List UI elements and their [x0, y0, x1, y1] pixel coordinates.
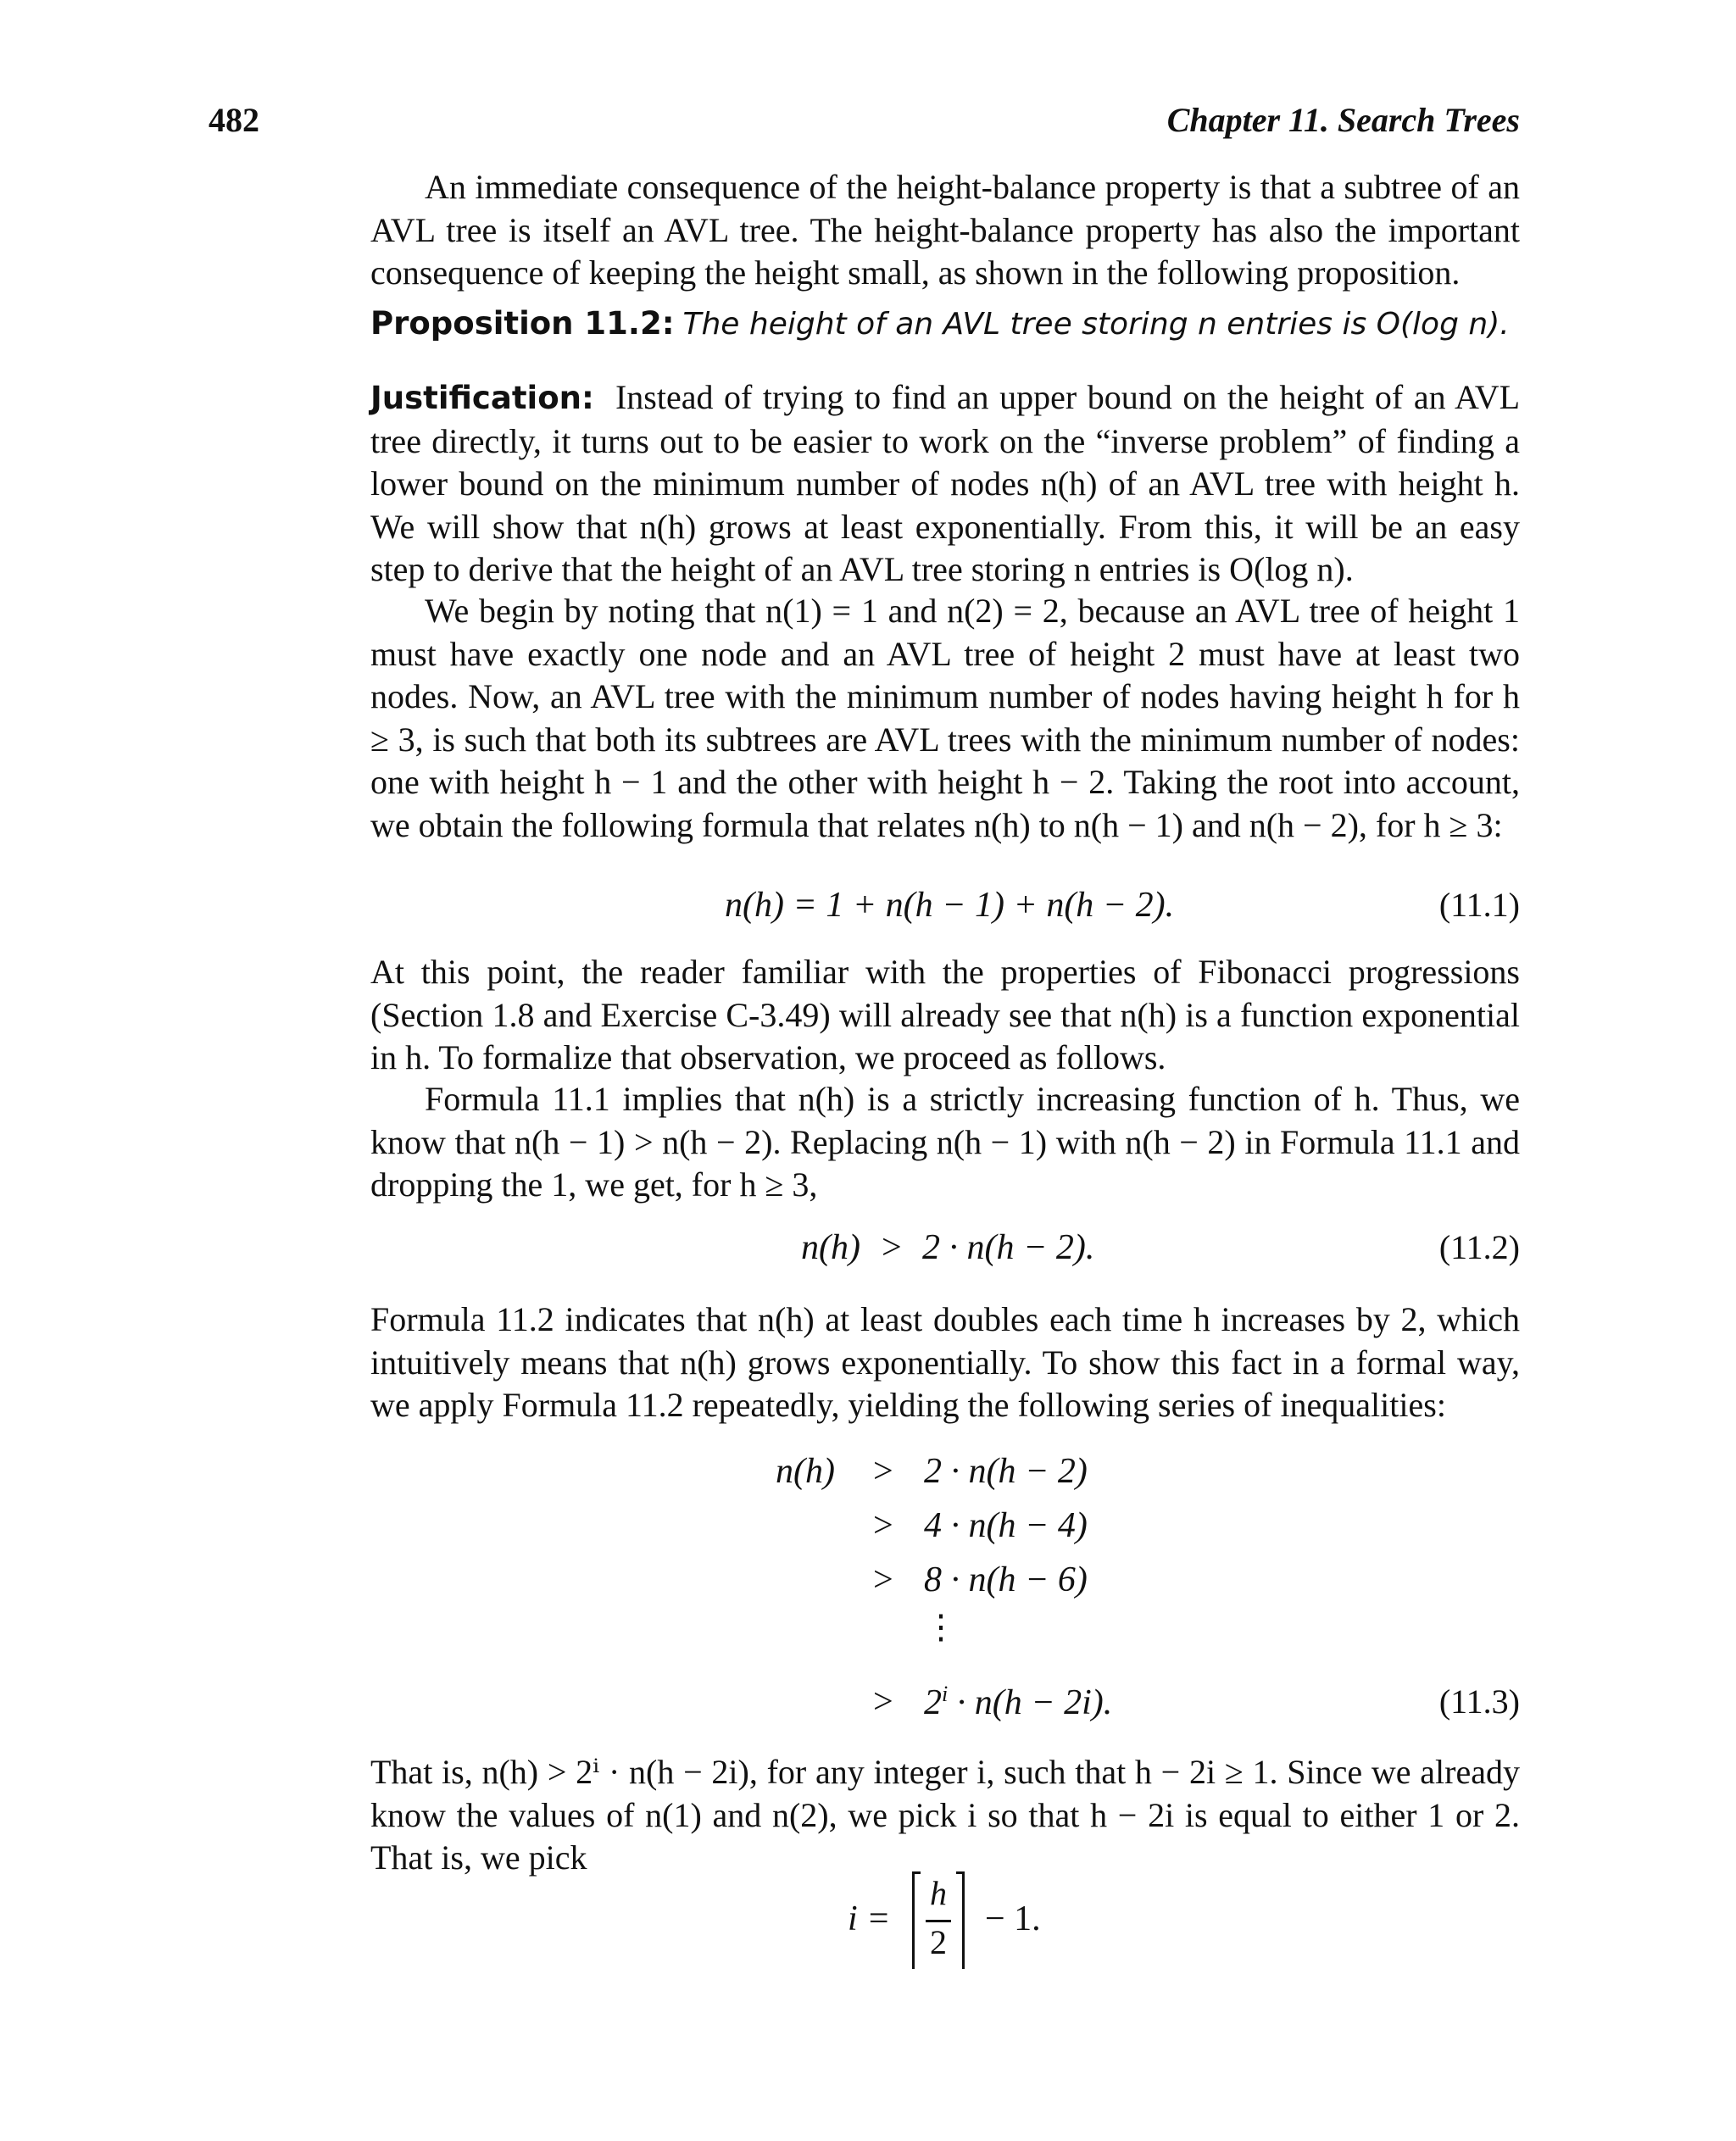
page-number: 482 [209, 101, 259, 139]
final-equation-lhs: i = [848, 1899, 891, 1938]
paragraph-begin: We begin by noting that n(1) = 1 and n(2) = 2, because an AVL tree of height 1 must have exactly one node and an AVL tree of height 2 must have at least two nodes. Now, an AVL tree with the minimum number of nodes having height h for h ≥ 3, is such that both its subtrees are AVL trees with the minimum number of nodes: one with height h − 1 and the other with height h − 2. Taking the root into account, we obtain the following formula that relates n(h) to n(h − 1) and n(h − 2), for h ≥ 3: [370, 592, 1520, 844]
ceiling-right-bracket [956, 1871, 965, 1969]
equation-11-1: n(h) = 1 + n(h − 1) + n(h − 2). [725, 886, 1175, 925]
inequality-last-rest: · n(h − 2i). [948, 1683, 1113, 1722]
equation-11-2-relation: > [882, 1228, 902, 1267]
chapter-title: Chapter 11. Search Trees [1166, 101, 1520, 139]
proposition-label: Proposition 11.2: [370, 305, 675, 342]
ceiling-fraction [912, 1871, 965, 1966]
vertical-ellipsis: ⋮ [924, 1608, 958, 1646]
inequality-row-relation: > [873, 1560, 893, 1599]
paragraph-formula: Formula 11.1 implies that n(h) is a strictly increasing function of h. Thus, we know that n(h − 1) > n(h − 2). Replacing n(h − 1) with n(h − 2) in Formula 11.1 and dropping the 1, we get, for h ≥ 3, [370, 1080, 1520, 1204]
equation-11-2-lhs: n(h) [801, 1228, 860, 1267]
justification [370, 376, 1520, 592]
inequality-last-rhs [924, 1682, 1112, 1723]
fraction-denominator: 2 [930, 1923, 947, 1961]
paragraph-fibonacci: At this point, the reader familiar with the properties of Fibonacci progressions (Section 1.8 and Exercise C-3.49) will already see that n(h) is a function exponential in h. To formalize that observation, we proceed as follows. [370, 953, 1520, 1076]
justification-text: Instead of trying to find an upper bound on the height of an AVL tree directly, it turns out to be easier to work on the “inverse problem” of finding a lower bound on the minimum number of nodes n(h) of an AVL tree with height h. We will show that n(h) grows at least exponentially. From this, it will be an easy step to derive that the height of an AVL tree storing n entries is O(log n). [370, 378, 1521, 588]
equation-11-2-rhs: 2 · n(h − 2). [922, 1228, 1095, 1267]
equation-number-11-3: (11.3) [1438, 1682, 1520, 1721]
paragraph-that-is: That is, n(h) > 2ⁱ · n(h − 2i), for any integer i, such that h − 2i ≥ 1. Since we already know the values of n(1) and n(2), we pick i so that h − 2i is equal to either 1 or 2. That is, we pick [370, 1753, 1520, 1877]
inequality-row-relation: > [873, 1452, 893, 1491]
inequality-row-rhs: 4 · n(h − 4) [924, 1506, 1088, 1545]
power-base: 2 [924, 1683, 942, 1722]
power-exponent: i [942, 1682, 949, 1706]
inequalities-lhs: n(h) [776, 1452, 835, 1491]
inequality-row-relation: > [873, 1506, 893, 1545]
inequality-last-relation: > [873, 1682, 893, 1721]
ceiling-left-bracket [912, 1871, 921, 1969]
proposition-statement: The height of an AVL tree storing n entries is O(log n). [682, 307, 1510, 342]
equation-number-11-2: (11.2) [1438, 1228, 1520, 1266]
inequality-row-rhs: 2 · n(h − 2) [924, 1452, 1088, 1491]
proposition [370, 302, 1520, 347]
justification-label: Justification: [370, 380, 594, 416]
intro-paragraph: An immediate consequence of the height-balance property is that a subtree of an AVL tree is itself an AVL tree. The height-balance property has also the important consequence of keeping the height small, as shown in the following proposition. [370, 168, 1520, 292]
final-equation-rest: − 1. [985, 1899, 1041, 1938]
inequality-row-rhs: 8 · n(h − 6) [924, 1560, 1088, 1599]
paragraph-doubles: Formula 11.2 indicates that n(h) at least doubles each time h increases by 2, which intuitively means that n(h) grows exponentially. To show this fact in a formal way, we apply Formula 11.2 repeatedly, yielding the following series of inequalities: [370, 1300, 1520, 1424]
equation-number-11-1: (11.1) [1438, 886, 1520, 924]
fraction-numerator: h [930, 1874, 947, 1912]
